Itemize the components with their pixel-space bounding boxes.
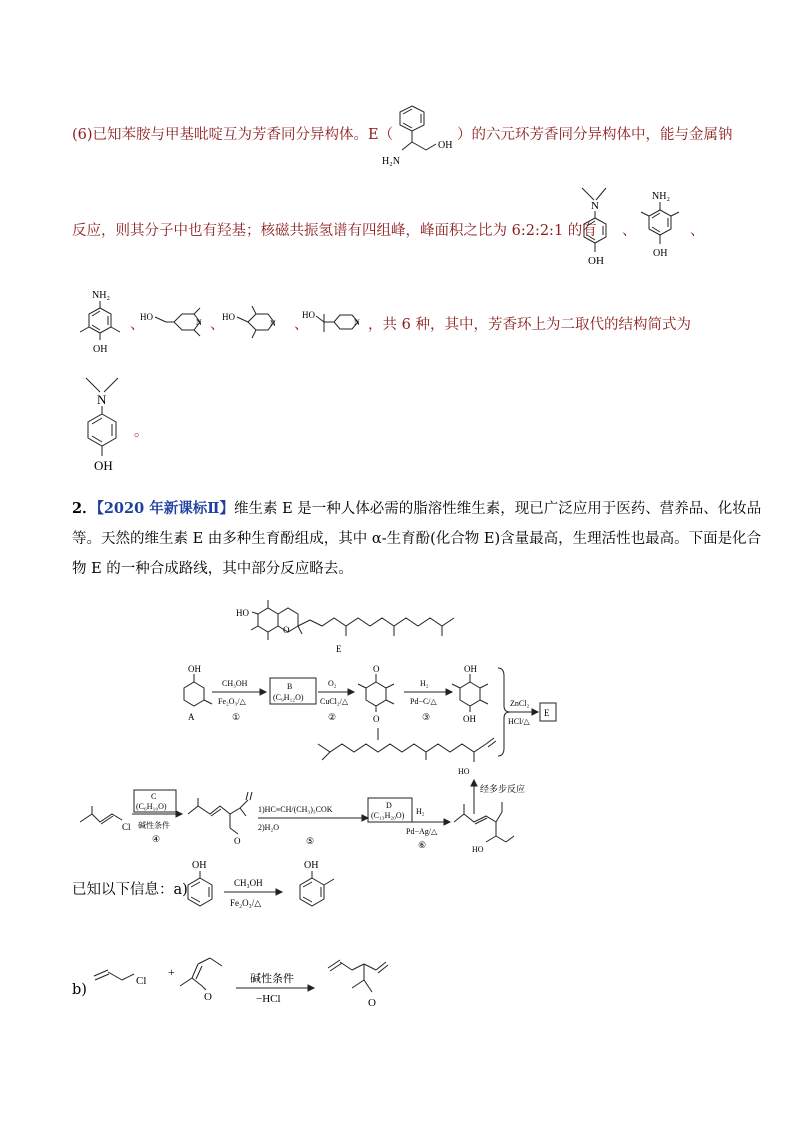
- info-b-plus: +: [168, 965, 175, 979]
- label-cl: Cl: [122, 822, 131, 832]
- step4-number: ④: [152, 834, 161, 844]
- structure-aminodimethylphenol-2: [72, 286, 132, 368]
- step2-top: O₂: [328, 679, 337, 688]
- box-b-bottom: (C₉H₁₂O): [273, 693, 304, 702]
- info-b-bottom: −HCl: [256, 993, 281, 1005]
- ketone-intermediate: [188, 792, 252, 846]
- step5-number: ⑤: [306, 836, 315, 846]
- synthesis-scheme: [70, 596, 590, 866]
- label-n: N: [354, 318, 360, 327]
- step3-top: H₂: [420, 679, 429, 688]
- q6-line1-a: (6)已知苯胺与甲基吡啶互为芳香同分异构体。E（: [72, 127, 394, 143]
- label-a: A: [188, 712, 195, 722]
- label-ho: HO: [236, 608, 249, 618]
- label-o: O: [373, 714, 380, 724]
- label-o: O: [283, 625, 290, 635]
- label-o: O: [373, 664, 380, 674]
- structure-pyridinemethanol-2: [222, 296, 296, 348]
- label-n: N: [196, 318, 202, 327]
- zn-bottom: HCl/△: [508, 717, 530, 726]
- label-n: N: [591, 200, 599, 212]
- info-a-top: CH₃OH: [234, 878, 263, 888]
- label-oh: OH: [304, 860, 319, 871]
- box-c-bottom: (C₆H₁₀O): [136, 802, 167, 811]
- q6-sep1: 、: [622, 223, 637, 239]
- label-h2n: H₂N: [382, 156, 400, 167]
- info-b-top: 碱性条件: [250, 973, 294, 985]
- label-oh: OH: [464, 664, 477, 674]
- step6-bottom: Pd−Ag/△: [406, 827, 438, 836]
- step1-number: ①: [232, 712, 241, 722]
- step1-top: CH₃OH: [222, 679, 248, 688]
- label-ho: HO: [140, 312, 153, 322]
- label-nh2: NH₂: [652, 191, 670, 202]
- structure-dimethylaminophenol-1: [574, 184, 624, 276]
- label-oh: OH: [93, 344, 108, 355]
- q6-line2-a: 反应，则其分子中也有羟基；核磁共振氢谱有四组峰，峰面积之比为 6:2:2:1 的有: [72, 223, 597, 239]
- multi-step-label: 经多步反应: [480, 784, 526, 794]
- prenyl-chloride: [80, 806, 131, 832]
- tertiary-alcohol: [454, 802, 514, 854]
- label-n: N: [97, 392, 107, 407]
- step2-bottom: CuCl₂/△: [320, 697, 349, 706]
- quinone: [358, 664, 394, 724]
- label-ho: HO: [302, 310, 315, 320]
- q2-line3: 物 E 的一种合成路线，其中部分反应略去。: [72, 561, 353, 577]
- box-e-label: E: [544, 708, 550, 718]
- info-b-reaction: [90, 946, 410, 1018]
- q6-sep1: 、: [130, 317, 145, 333]
- label-oh: OH: [94, 458, 113, 473]
- label-oh: OH: [438, 140, 453, 151]
- hydroquinone: [452, 664, 488, 724]
- step2-number: ②: [328, 712, 337, 722]
- label-oh: OH: [188, 664, 201, 674]
- q2-tag: 【2020 年新课标Ⅱ】: [96, 500, 234, 517]
- info-b-label: b): [72, 982, 87, 998]
- label-cl: Cl: [136, 975, 147, 987]
- q2-number: 2．: [72, 500, 97, 517]
- label-ho: HO: [472, 845, 484, 854]
- label-o: O: [234, 836, 241, 846]
- q2-text1: 维生素 E 是一种人体必需的脂溶性维生素，现已广泛应用于医药、营养品、化妆品: [233, 501, 762, 517]
- box-b-top: B: [287, 682, 293, 691]
- zn-top: ZnCl₂: [510, 699, 530, 708]
- q2-line1: [72, 497, 761, 521]
- structure-aminodimethylphenol-1: [636, 188, 692, 270]
- label-oh: OH: [588, 255, 604, 267]
- q6-sep1: 、: [294, 317, 309, 333]
- step3-number: ③: [422, 712, 431, 722]
- step6-top: H₂: [416, 807, 425, 816]
- label-e: E: [336, 644, 342, 654]
- box-d-top: D: [386, 801, 392, 810]
- structure-pyridinemethanol-1: [140, 300, 214, 344]
- step6-number: ⑥: [418, 840, 427, 850]
- compound-A: [184, 664, 212, 722]
- compound-E-top: [236, 600, 454, 654]
- box-d-bottom: (C₁₃H₂₀O): [371, 811, 405, 820]
- info-a-reaction: [178, 856, 358, 926]
- box-c-top: C: [151, 792, 157, 801]
- info-intro: 已知以下信息：a): [72, 882, 188, 898]
- info-a-bottom: Fe₂O₃/△: [230, 898, 262, 908]
- label-ho: HO: [458, 767, 470, 776]
- label-ho: HO: [222, 312, 235, 322]
- label-n: N: [270, 319, 276, 328]
- step3-bottom: Pd−C/△: [410, 697, 437, 706]
- q6-line1-b: ）的六元环芳香同分异构体中，能与金属钠: [457, 127, 733, 143]
- label-nh2: NH₂: [92, 290, 110, 301]
- label-o: O: [368, 997, 376, 1009]
- label-o: O: [204, 991, 212, 1003]
- q2-line2: 等。天然的维生素 E 由多种生育酚组成，其中 α-生育酚(化合物 E)含量最高，生理活性也最高。下面是化合: [72, 531, 762, 547]
- q6-sep2: 、: [690, 223, 705, 239]
- structure-pyridylpropanol: [302, 304, 368, 344]
- step4-bottom: 碱性条件: [138, 821, 170, 830]
- label-oh: OH: [463, 714, 476, 724]
- label-oh: OH: [192, 860, 207, 871]
- label-oh: OH: [653, 248, 668, 259]
- answer-structure-dimethylaminophenol: [78, 374, 138, 480]
- step5-top: 1)HC≡CH/(CH₃)₃COK: [258, 805, 333, 814]
- compound-E-structure: [372, 100, 462, 170]
- q6-line3-tail: ，共 6 种，其中，芳香环上为二取代的结构简式为: [368, 317, 691, 333]
- q6-sep1: 、: [210, 317, 225, 333]
- step1-bottom: Fe₂O₃/△: [218, 697, 246, 706]
- q6-end-mark: 。: [134, 424, 149, 440]
- step5-bottom: 2)H₂O: [258, 823, 280, 832]
